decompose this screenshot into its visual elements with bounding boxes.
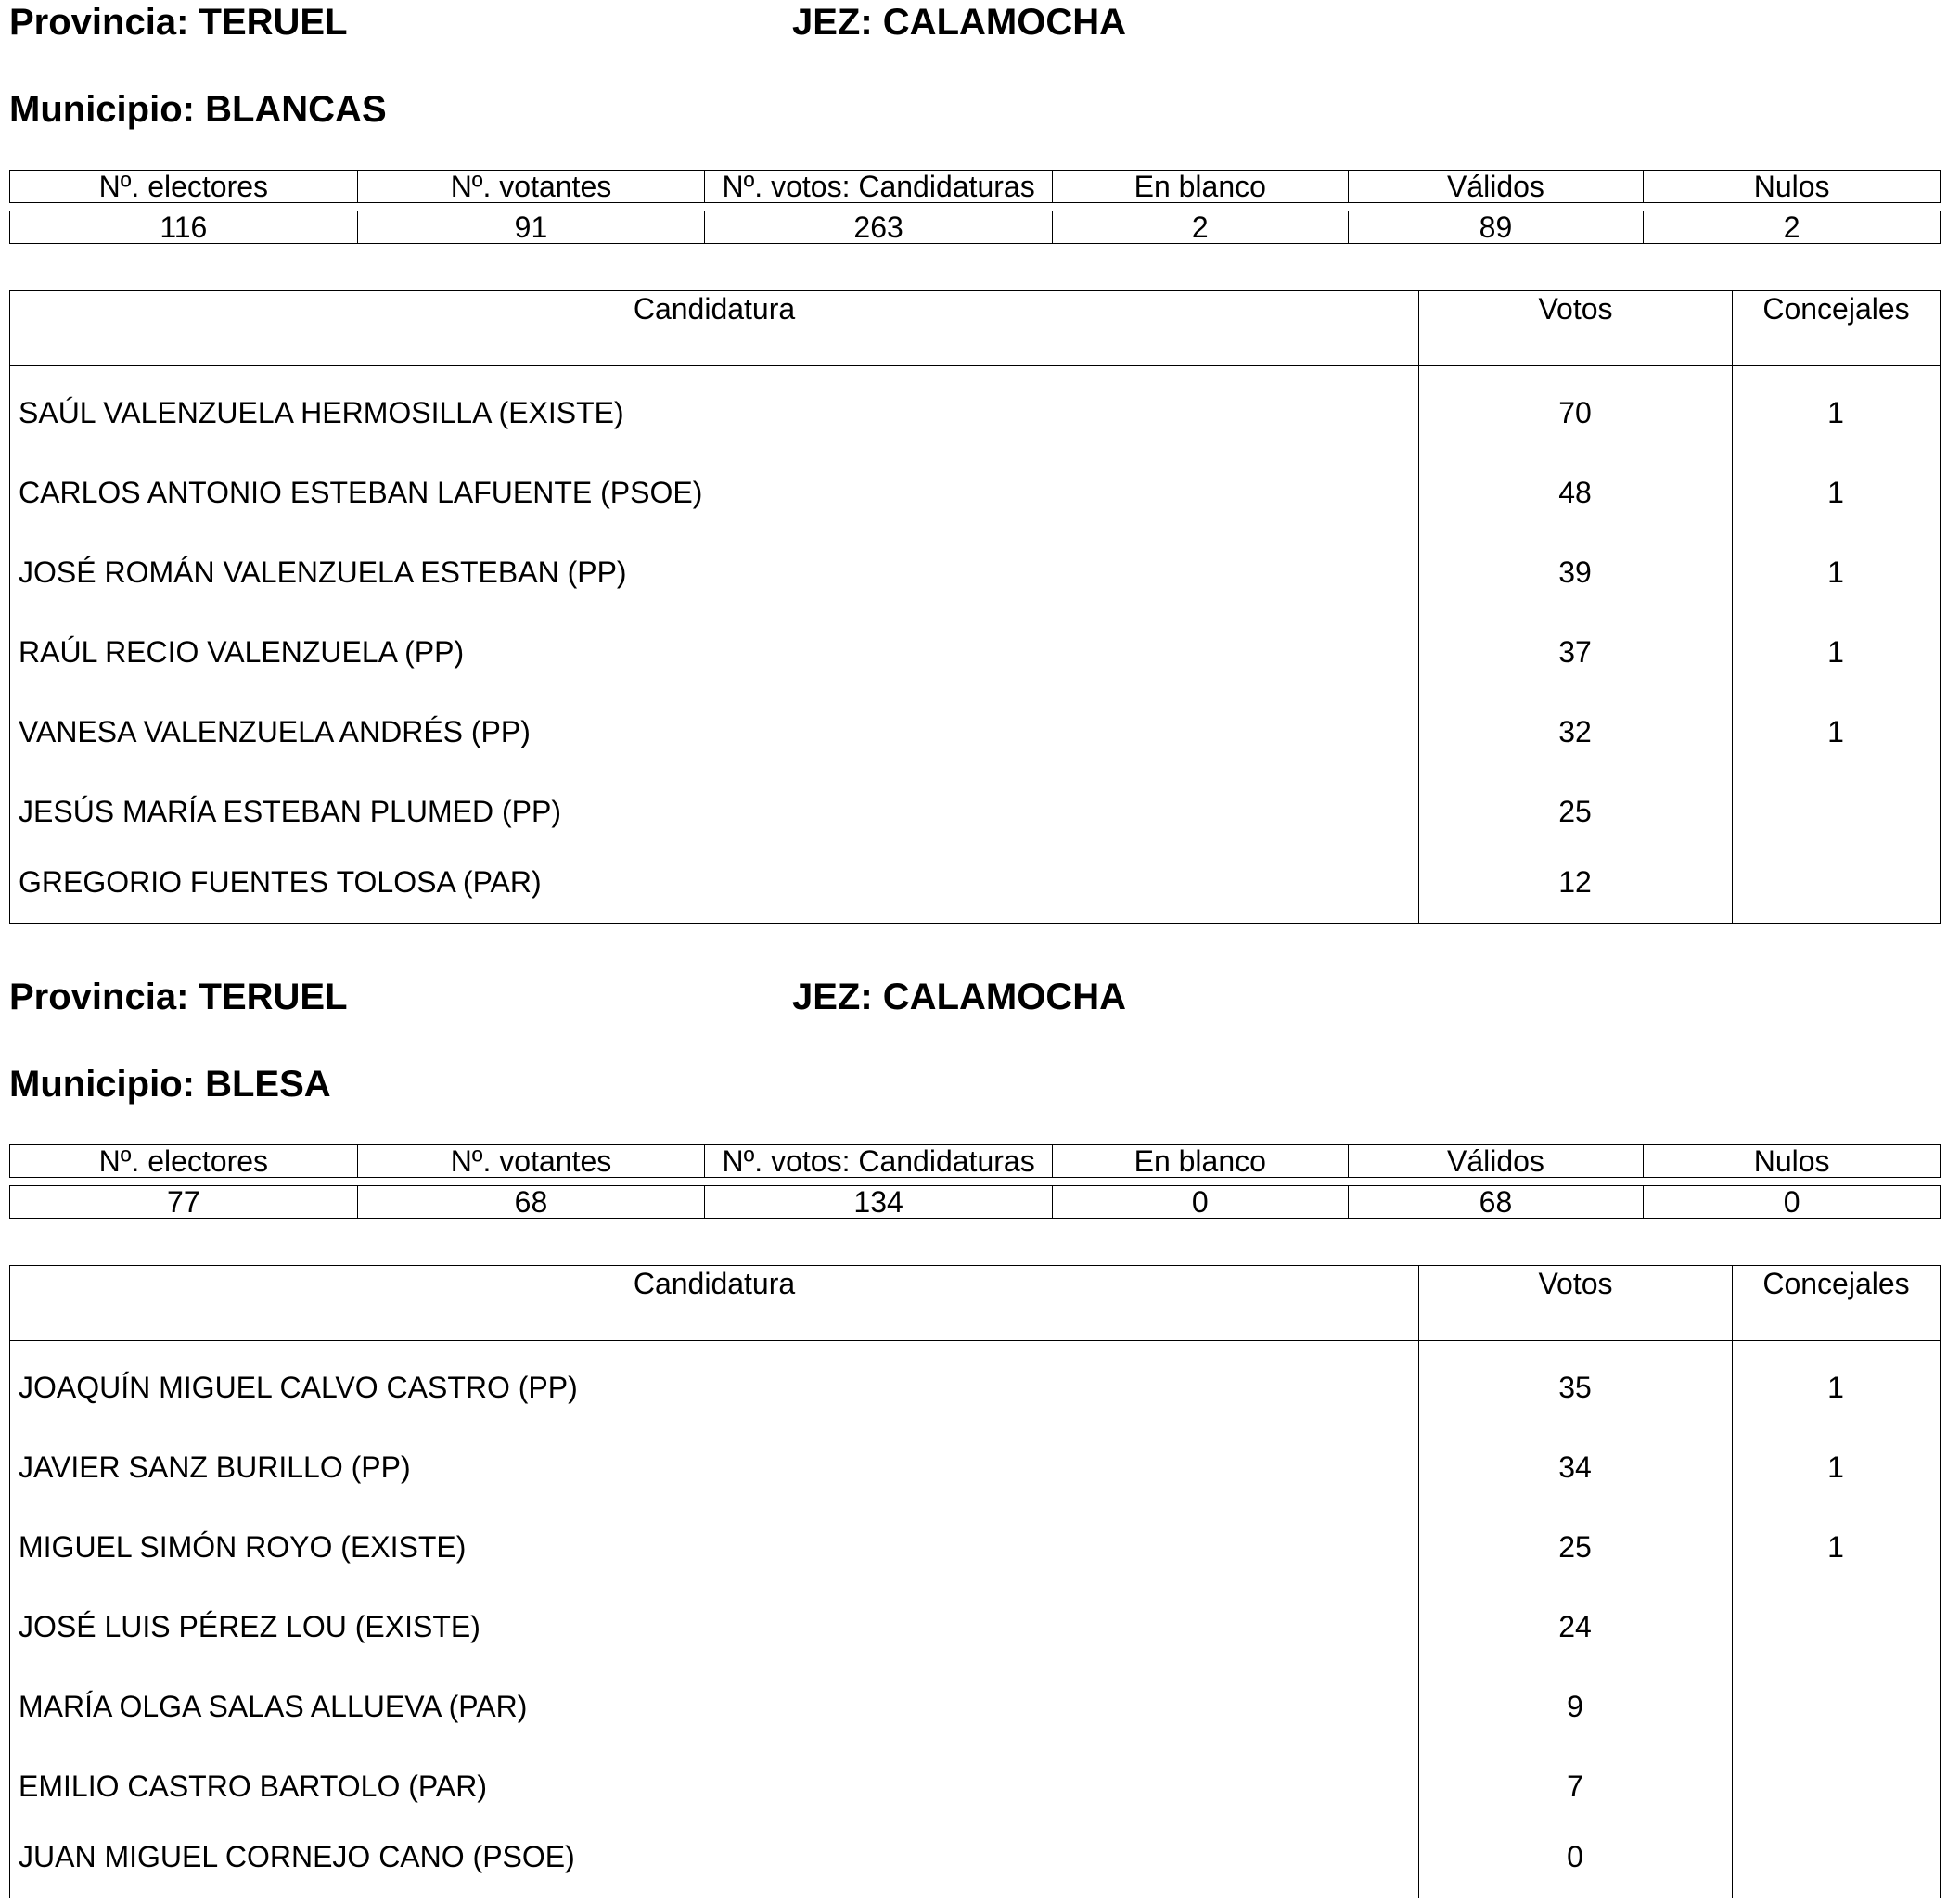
summary-value-cell: 2 [1053,211,1349,243]
table-row [10,532,1940,612]
summary-header-cell: Nº. electores [10,171,358,202]
provincia-heading: Provincia: TERUEL [9,977,348,1017]
summary-header-cell: Nulos [1753,171,1830,202]
candidate-votes: 9 [1567,1690,1583,1723]
summary-header-cell: En blanco [1053,1145,1349,1177]
concejales-header: Concejales [1732,291,1940,365]
table-row [10,1587,1940,1667]
municipio-heading: Municipio: BLANCAS [9,89,387,130]
candidate-name: JOAQUÍN MIGUEL CALVO CASTRO (PP) [19,1371,578,1404]
summary-header-cell: En blanco [1053,171,1349,202]
candidate-name: JUAN MIGUEL CORNEJO CANO (PSOE) [19,1840,575,1873]
candidate-name: MIGUEL SIMÓN ROYO (EXISTE) [19,1530,467,1564]
candidates-body [10,1341,1940,1898]
votos-header: Votos [1418,291,1732,365]
candidate-seats [1732,1587,1940,1667]
table-row [10,453,1940,532]
candidate-name: CARLOS ANTONIO ESTEBAN LAFUENTE (PSOE) [19,476,703,509]
concejales-header: Concejales [1732,1266,1940,1340]
candidate-votes: 39 [1558,556,1592,589]
summary-value-cell: 91 [358,211,706,243]
candidatura-header: Candidatura [633,292,796,326]
candidate-seats [1732,772,1940,851]
summary-header-cell: Nº. votos: Candidaturas [705,171,1053,202]
summary-value-cell: 0 [1783,1186,1800,1218]
candidates-header-row [10,1266,1940,1341]
table-row [10,772,1940,851]
candidate-votes: 48 [1558,476,1592,509]
candidate-seats: 1 [1827,715,1844,748]
candidate-seats: 1 [1827,1371,1844,1404]
summary-value-cell: 68 [358,1186,706,1218]
summary-header-row [9,170,1941,203]
summary-value-row [9,1185,1941,1219]
candidate-name: MARÍA OLGA SALAS ALLUEVA (PAR) [19,1690,528,1723]
municipality-section [9,0,1941,927]
candidates-header-row [10,291,1940,366]
summary-value-cell: 89 [1349,211,1645,243]
table-row [10,692,1940,772]
jez-heading: JEZ: CALAMOCHA [792,2,1126,43]
candidate-votes: 35 [1558,1371,1592,1404]
jez-heading: JEZ: CALAMOCHA [792,977,1126,1017]
candidate-votes: 70 [1558,396,1592,429]
summary-header-cell: Nulos [1753,1145,1830,1177]
summary-value-row [9,211,1941,244]
summary-header-cell: Nº. votantes [358,1145,706,1177]
candidate-seats: 1 [1827,1530,1844,1564]
summary-value-cell: 77 [10,1186,358,1218]
summary-table [9,1144,1941,1220]
candidate-votes: 37 [1558,635,1592,669]
table-row [10,1667,1940,1746]
summary-header-row [9,1144,1941,1178]
candidate-seats [1732,1746,1940,1826]
candidate-seats: 1 [1827,556,1844,589]
candidate-seats: 1 [1827,1450,1844,1484]
summary-value-cell: 134 [705,1186,1053,1218]
candidate-name: JESÚS MARÍA ESTEBAN PLUMED (PP) [19,795,562,828]
candidate-name: GREGORIO FUENTES TOLOSA (PAR) [19,865,542,899]
summary-header-cell: Nº. electores [10,1145,358,1177]
summary-value-cell: 68 [1349,1186,1645,1218]
candidate-seats [1732,842,1940,922]
candidate-votes: 25 [1558,1530,1592,1564]
candidate-name: VANESA VALENZUELA ANDRÉS (PP) [19,715,531,748]
candidates-table [9,1265,1941,1898]
table-row [10,1817,1940,1897]
summary-header-cell: Válidos [1349,171,1645,202]
summary-value-cell: 2 [1783,211,1800,243]
table-row [10,1507,1940,1587]
candidate-votes: 12 [1558,865,1592,899]
candidate-votes: 24 [1558,1610,1592,1643]
candidate-seats: 1 [1827,476,1844,509]
candidate-seats [1732,1667,1940,1746]
summary-table [9,170,1941,246]
table-row [10,1746,1940,1826]
candidate-votes: 7 [1567,1770,1583,1803]
summary-value-cell: 0 [1053,1186,1349,1218]
summary-header-cell: Nº. votantes [358,171,706,202]
votos-header: Votos [1418,1266,1732,1340]
candidate-votes: 34 [1558,1450,1592,1484]
table-row [10,1427,1940,1507]
candidate-name: RAÚL RECIO VALENZUELA (PP) [19,635,465,669]
candidates-body [10,366,1940,923]
table-row [10,612,1940,692]
candidate-votes: 25 [1558,795,1592,828]
provincia-heading: Provincia: TERUEL [9,2,348,43]
candidate-votes: 32 [1558,715,1592,748]
municipio-heading: Municipio: BLESA [9,1064,331,1105]
candidates-table [9,290,1941,924]
candidatura-header: Candidatura [633,1267,796,1300]
candidate-name: EMILIO CASTRO BARTOLO (PAR) [19,1770,487,1803]
candidate-name: JOSÉ ROMÁN VALENZUELA ESTEBAN (PP) [19,556,627,589]
candidate-votes: 0 [1567,1840,1583,1873]
summary-value-cell: 263 [705,211,1053,243]
table-row [10,1348,1940,1427]
summary-header-cell: Válidos [1349,1145,1645,1177]
table-row [10,842,1940,922]
candidate-name: JAVIER SANZ BURILLO (PP) [19,1450,411,1484]
municipality-section [9,975,1941,1902]
summary-header-cell: Nº. votos: Candidaturas [705,1145,1053,1177]
candidate-name: JOSÉ LUIS PÉREZ LOU (EXISTE) [19,1610,480,1643]
table-row [10,373,1940,453]
summary-value-cell: 116 [10,211,358,243]
candidate-seats: 1 [1827,396,1844,429]
candidate-name: SAÚL VALENZUELA HERMOSILLA (EXISTE) [19,396,624,429]
candidate-seats [1732,1817,1940,1897]
candidate-seats: 1 [1827,635,1844,669]
